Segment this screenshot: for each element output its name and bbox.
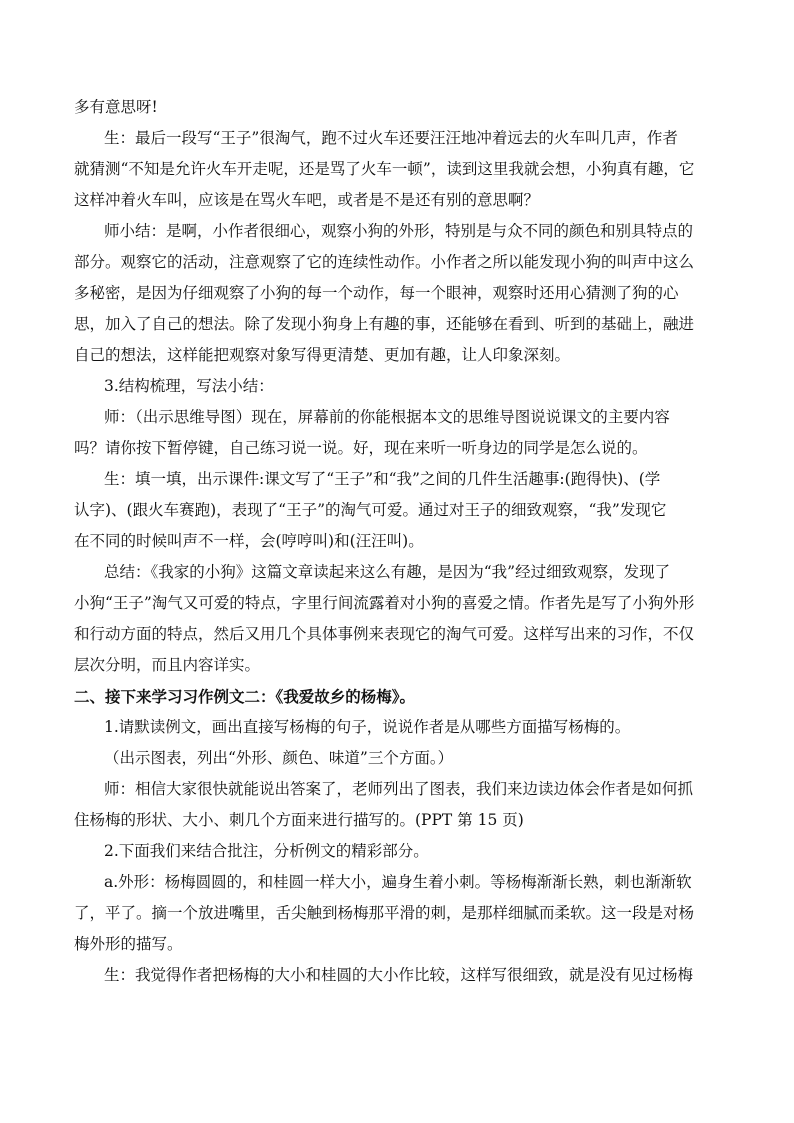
paragraph-line: 自己的想法，这样能把观察对象写得更清楚、更加有趣，让人印象深刻。 xyxy=(74,346,571,364)
paragraph-line: 吗？请你按下暂停键，自己练习说一说。好，现在来听一听身边的同学是怎么说的。 xyxy=(74,439,648,457)
paragraph-line: 层次分明，而且内容详实。 xyxy=(74,656,261,674)
paragraph-line: 住杨梅的形状、大小、刺几个方面来进行描写的。(PPT 第 15 页) xyxy=(74,811,524,829)
paragraph-line: 总结：《我家的小狗》这篇文章读起来这么有趣，是因为“我”经过细致观察，发现了 xyxy=(104,563,671,581)
paragraph-line: 师小结：是啊，小作者很细心，观察小狗的外形，特别是与众不同的颜色和别具特点的 xyxy=(104,222,694,240)
paragraph-line: （出示图表，列出“外形、颜色、味道”三个方面。） xyxy=(104,749,454,767)
section-heading-title: 《我爱故乡的杨梅》。 xyxy=(275,687,416,706)
paragraph-line: 多有意思呀! xyxy=(74,98,158,116)
paragraph-line: 师：（出示思维导图）现在，屏幕前的你能根据本文的思维导图说说课文的主要内容 xyxy=(104,408,670,426)
paragraph-line: 这样冲着火车叫，应该是在骂火车吧，或者是不是还有别的意思啊？ xyxy=(74,191,540,209)
paragraph-line: 了，平了。摘一个放进嘴里，舌尖触到杨梅那平滑的刺，是那样细腻而柔软。这一段是对杨 xyxy=(74,904,695,922)
section-heading-prefix: 二、接下来学习习作例文二： xyxy=(74,687,276,706)
paragraph-line: 思，加入了自己的想法。除了发现小狗身上有趣的事，还能够在看到、听到的基础上，融进 xyxy=(74,315,695,333)
paragraph-line: 生：最后一段写“王子”很淘气，跑不过火车还要汪汪地冲着远去的火车叫几声，作者 xyxy=(104,129,678,147)
paragraph-line: 生：我觉得作者把杨梅的大小和桂圆的大小作比较，这样写很细致，就是没有见过杨梅 xyxy=(104,966,694,984)
paragraph-line: 梅外形的描写。 xyxy=(74,935,183,953)
paragraph-line: 认字)、(跟火车赛跑)，表现了“王子”的淘气可爱。通过对王子的细致观察，“我”发现它 xyxy=(74,501,667,519)
paragraph-line: 2.下面我们来结合批注，分析例文的精彩部分。 xyxy=(104,842,429,860)
document-body xyxy=(74,92,724,991)
paragraph-line: 和行动方面的特点，然后又用几个具体事例来表现它的淘气可爱。这样写出来的习作，不仅 xyxy=(74,625,695,643)
paragraph-line: 部分。观察它的活动，注意观察了它的连续性动作。小作者之所以能发现小狗的叫声中这么 xyxy=(74,253,695,271)
paragraph-line: 生：填一填，出示课件:课文写了“王子”和“我”之间的几件生活趣事:(跑得快)、(学 xyxy=(104,470,661,488)
paragraph-line: 在不同的时候叫声不一样，会(哼哼叫)和(汪汪叫)。 xyxy=(74,532,424,550)
paragraph-line: 就猜测“不知是允许火车开走呢，还是骂了火车一顿”，读到这里我就会想，小狗真有趣，它 xyxy=(74,160,695,178)
paragraph-line: 多秘密，是因为仔细观察了小狗的每一个动作，每一个眼神，观察时还用心猜测了狗的心 xyxy=(74,284,679,302)
paragraph-line: a.外形：杨梅圆圆的，和桂圆一样大小，遍身生着小刺。等杨梅渐渐长熟，刺也渐渐软 xyxy=(104,873,692,891)
paragraph-line: 3.结构梳理，写法小结： xyxy=(104,377,274,395)
paragraph-line: 小狗“王子”淘气又可爱的特点，字里行间流露着对小狗的喜爱之情。作者先是写了小狗外形 xyxy=(74,594,695,612)
paragraph-line: 1.请默读例文，画出直接写杨梅的句子，说说作者是从哪些方面描写杨梅的。 xyxy=(104,718,631,736)
section-heading xyxy=(74,681,724,712)
paragraph-line: 师：相信大家很快就能说出答案了，老师列出了图表，我们来边读边体会作者是如何抓 xyxy=(104,780,694,798)
